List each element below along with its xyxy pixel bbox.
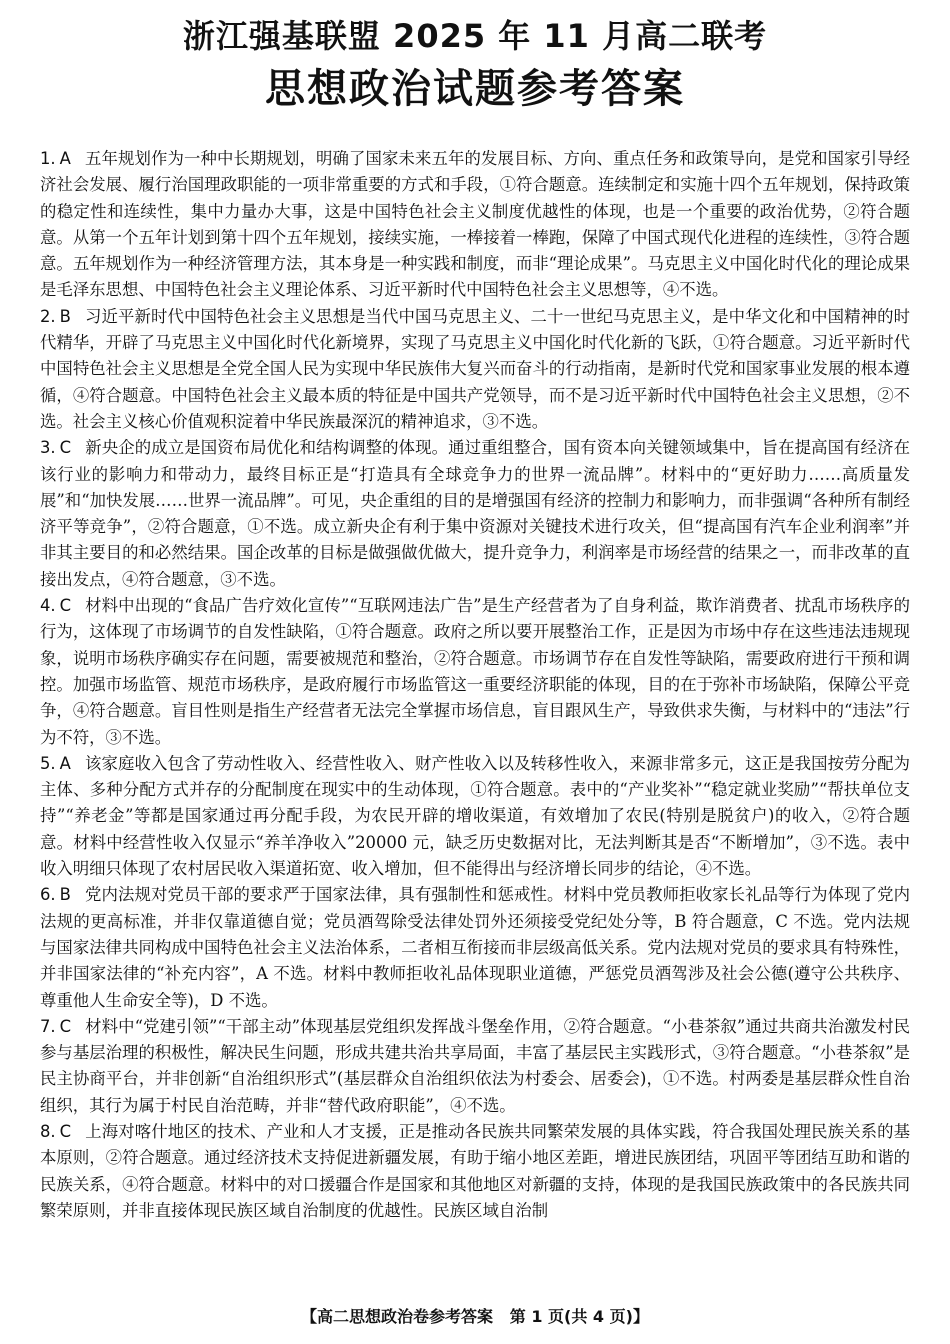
answer-explanation: 新央企的成立是国资布局优化和结构调整的体现。通过重组整合，国有资本向关键领域集中，旨在提高国有经济在该行业的影响力和带动力，最终目标正是“打造具有全球竞争力的世界一流品牌”。材料中的“更好助力……高质量发展”和“加快发展……世界一流品牌”。可见，央企重组的目的是增强国有经济的控制力和影响力，而非强调“各种所有制经济平等竞争”，②符合题意，①不选。成立新央企有利于集中资源对关键技术进行攻关，但“提高国有汽车企业利润率”并非其主要目的和必然结果。国企改革的目标是做强做优做大，提升竞争力，利润率是市场经营的结果之一，而非改革的直接出发点，④符合题意，③不选。 [40, 438, 910, 589]
answer-explanation: 上海对喀什地区的技术、产业和人才支援，正是推动各民族共同繁荣发展的具体实践，符合我国处理民族关系的基本原则，②符合题意。通过经济技术支持促进新疆发展，有助于缩小地区差距，增进民族团结，巩固平等团结互助和谐的民族关系，④符合题意。材料中的对口援疆合作是国家和其他地区对新疆的支持，体现的是我国民族政策中的各民族共同繁荣原则，并非直接体现民族区域自治制度的优越性。民族区域自治制 [40, 1121, 910, 1220]
answer-explanation: 材料中“党建引领”“干部主动”体现基层党组织发挥战斗堡垒作用，②符合题意。“小巷茶叙”通过共商共治激发村民参与基层治理的积极性，解决民生问题，形成共建共治共享局面，丰富了基层民主实践形式，③符合题意。“小巷茶叙”是民主协商平台，并非创新“自治组织形式”(基层群众自治组织依法为村委会、居委会)，①不选。村两委是基层群众性自治组织，其行为属于村民自治范畴，并非“替代政府职能”，④不选。 [40, 1016, 910, 1115]
answer-explanation: 材料中出现的“食品广告疗效化宣传”“互联网违法广告”是生产经营者为了自身利益，欺诈消费者、扰乱市场秩序的行为，这体现了市场调节的自发性缺陷，①符合题意。政府之所以要开展整治工作，正是因为市场中存在这些违法违规现象，说明市场秩序确实存在问题，需要被规范和整治，②符合题意。市场调节存在自发性等缺陷，需要政府进行干预和调控。加强市场监管、规范市场秩序，是政府履行市场监管这一重要经济职能的体现，目的在于弥补市场缺陷，保障公平竞争，④符合题意。盲目性则是指生产经营者无法完全掌握市场信息，盲目跟风生产，导致供求失衡，与材料中的“违法”行为不符，③不选。 [40, 596, 910, 747]
answer-key: B [59, 885, 71, 905]
answer-explanation: 五年规划作为一种中长期规划，明确了国家未来五年的发展目标、方向、重点任务和政策导向，是党和国家引导经济社会发展、履行治国理政职能的一项非常重要的方式和手段，①符合题意。连续制定和实施十四个五年规划，保持政策的稳定性和连续性，集中力量办大事，这是中国特色社会主义制度优越性的体现，也是一个重要的政治优势，②符合题意。从第一个五年计划到第十四个五年规划，接续实施，一棒接着一棒跑，保障了中国式现代化进程的连续性，③符合题意。五年规划作为一种经济管理方法，其本身是一种实践和制度，而非“理论成果”。马克思主义中国化时代化的理论成果是毛泽东思想、中国特色社会主义理论体系、习近平新时代中国特色社会主义思想等，④不选。 [40, 149, 910, 300]
answer-item-1 [40, 146, 910, 304]
answer-item-6 [40, 882, 910, 1013]
question-number: 7. [40, 1016, 56, 1036]
answer-item-2 [40, 304, 910, 435]
answer-explanation: 该家庭收入包含了劳动性收入、经营性收入、财产性收入以及转移性收入，来源非常多元，这正是我国按劳分配为主体、多种分配方式并存的分配制度在现实中的生动体现，①符合题意。表中的“产业奖补”“稳定就业奖励”“帮扶单位支持”“养老金”等都是国家通过再分配手段，为农民开辟的增收渠道，有效增加了农民(特别是脱贫户)的收入，②符合题意。材料中经营性收入仅显示“养羊净收入”20000 元，缺乏历史数据对比，无法判断其是否“不断增加”，③不选。表中收入明细只体现了农村居民收入渠道拓宽、收入增加，但不能得出与经济增长同步的结论，④不选。 [40, 753, 910, 879]
question-number: 1. [40, 149, 56, 168]
answer-key: A [59, 149, 71, 168]
exam-title: 浙江强基联盟 2025 年 11 月高二联考 [182, 17, 768, 55]
answer-key: C [59, 1016, 72, 1036]
question-number: 3. [40, 438, 56, 458]
answer-key: C [59, 596, 72, 616]
answer-item-7 [40, 1014, 910, 1119]
answer-key: C [59, 1121, 72, 1141]
question-number: 2. [40, 306, 56, 326]
answer-explanation: 习近平新时代中国特色社会主义思想是当代中国马克思主义、二十一世纪马克思主义，是中华文化和中国精神的时代精华，开辟了马克思主义中国化时代化新境界，实现了马克思主义中国化时代化新的飞跃，①符合题意。习近平新时代中国特色社会主义思想是全党全国人民为实现中华民族伟大复兴而奋斗的行动指南，是新时代党和国家事业发展的根本遵循，④符合题意。中国特色社会主义最本质的特征是中国共产党领导，而不是习近平新时代中国特色社会主义思想，②不选。社会主义核心价值观积淀着中华民族最深沉的精神追求，③不选。 [40, 306, 910, 431]
answer-key: C [59, 438, 72, 458]
answer-key: B [59, 306, 71, 326]
answer-key: A [59, 753, 71, 773]
answer-explanation: 党内法规对党员干部的要求严于国家法律，具有强制性和惩戒性。材料中党员教师拒收家长礼品等行为体现了党内法规的更高标准，并非仅靠道德自觉；党员酒驾除受法律处罚外还须接受党纪处分等，B 符合题意，C 不选。党内法规与国家法律共同构成中国特色社会主义法治体系，二者相互衔接而非层级高低关系。党内法规对党员的要求具有特殊性，并非国家法律的“补充内容”，A 不选。材料中教师拒收礼品体现职业道德，严惩党员酒驾涉及社会公德(遵守公共秩序、尊重他人生命安全等)，D 不选。 [40, 885, 910, 1010]
answer-item-4 [40, 593, 910, 751]
question-number: 4. [40, 596, 56, 616]
question-number: 8. [40, 1121, 56, 1141]
question-number: 5. [40, 753, 56, 773]
page-footer [0, 1306, 950, 1328]
document-title: 思想政治试题参考答案 [265, 66, 685, 112]
answer-list [40, 146, 910, 1224]
footer-page-number: 第 1 页(共 4 页)】 [509, 1307, 649, 1326]
answer-item-5 [40, 751, 910, 882]
question-number: 6. [40, 885, 56, 905]
answer-item-3 [40, 435, 910, 593]
footer-document-name: 【高二思想政治卷参考答案 [301, 1307, 494, 1326]
answer-item-8 [40, 1119, 910, 1224]
